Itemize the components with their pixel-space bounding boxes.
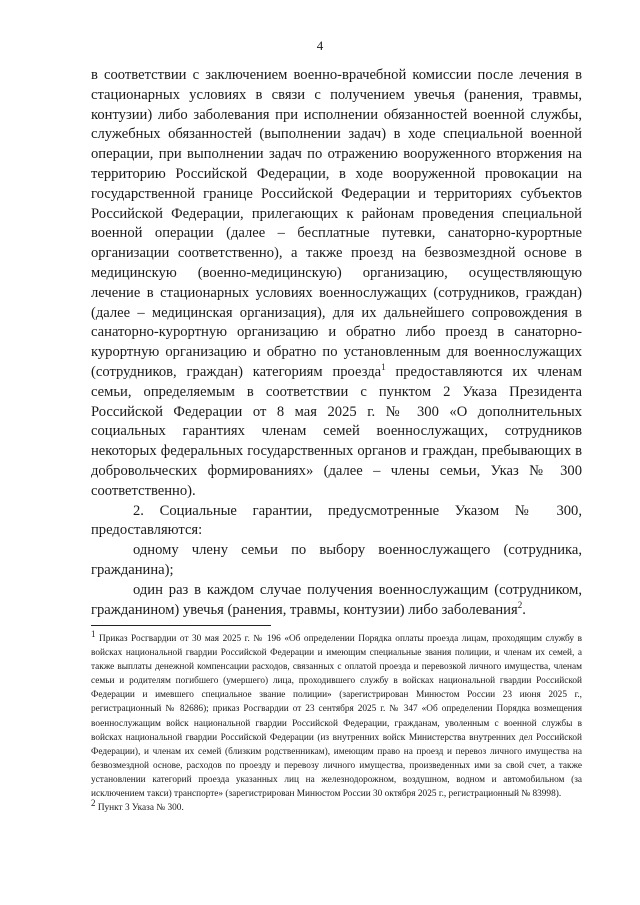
footnote-1-mark: 1 bbox=[91, 628, 96, 639]
footnote-2-text: Пункт 3 Указа № 300. bbox=[95, 803, 184, 814]
paragraph-3-text: одному члену семьи по выбору военнослужащего (сотрудника, гражданина); bbox=[91, 542, 582, 578]
footnote-ref-2[interactable]: 2 bbox=[517, 599, 523, 610]
paragraph-4-text: один раз в каждом случае получения военнослужащим (сотрудником, гражданином) увечья (ранения, травмы, контузии) либо заболевания bbox=[91, 581, 582, 618]
paragraph-4-text-end: . bbox=[522, 601, 526, 618]
page-number: 4 bbox=[316, 38, 324, 53]
footnote-separator bbox=[91, 625, 271, 626]
footnote-2-mark: 2 bbox=[91, 798, 96, 809]
body-text bbox=[91, 66, 582, 620]
paragraph-4 bbox=[91, 581, 582, 621]
footnote-2 bbox=[91, 798, 582, 815]
footnote-ref-1[interactable]: 1 bbox=[381, 362, 386, 373]
footnote-1 bbox=[91, 628, 582, 801]
paragraph-2-text: 2. Социальные гарантии, предусмотренные Указом № 300, предоставляются: bbox=[91, 502, 582, 539]
paragraph-1-text: в соответствии с заключением военно-врачебной комиссии после лечения в стационарных условиях в связи с получением увечья (ранения, травмы, контузии) либо заболевания при исполнении обязанностей военной службы, служебных обязанностей (выполнении задач) в ходе специальной военной операции, при выполнении задач по отражению вооруженного вторжения на территорию Российской Федерации, в ходе вооруженной провокации на государственной границе Российской Федерации и территориях субъектов Российской Федерации, прилегающих к районам проведения специальной военной операции (далее – бесплатные путевки, санаторно-курортные организации соответственно), а также проезд на безвозмездной основе в медицинскую (военно-медицинскую) организацию, осуществляющую лечение в стационарных условиях военнослужащих (сотрудников, граждан) (далее – медицинская организация), для их дальнейшего сопровождения в санаторно-курортную организацию и обратно либо проезд в санаторно-курортную организацию и обратно по установленным для военнослужащих (сотрудников, граждан) категориям проезда bbox=[91, 67, 582, 380]
paragraph-1 bbox=[91, 66, 582, 502]
paragraph-2 bbox=[91, 502, 582, 542]
paragraph-3 bbox=[91, 541, 582, 581]
paragraph-1-text-continued: предоставляются их членам семьи, определяемым в соответствии с пунктом 2 Указа Президента Российской Федерации от 8 мая 2025 г. № 300 «О дополнительных социальных гарантиях членам семей военнослужащих, сотрудников некоторых федеральных государственных органов и граждан, пребывающих в добровольческих формированиях» (далее – члены семьи, Указ № 300 соответственно). bbox=[91, 363, 583, 499]
footnote-1-text: Приказ Росгвардии от 30 мая 2025 г. № 196 «Об определении Порядка оплаты проезда лицам, проходящим службу в войсках национальной гвардии Российской Федерации и имеющим специальные звания полиции, и членам их семей, а также выплаты денежной компенсации расходов, связанных с оплатой проезда и перевозкой личного имущества, членам семьи и родителям погибшего (умершего) лица, проходившего службу в войсках национальной гвардии Российской Федерации и имевшего специальное звание полиции» (зарегистрирован Минюстом России 23 июня 2025 г., регистрационный № 82686); приказ Росгвардии от 23 сентября 2025 г. № 347 «Об определении Порядка возмещения военнослужащим войск национальной гвардии Российской Федерации, гражданам, уволенным с военной службы в войсках национальной гвардии Российской Федерации (из внутренних войск Министерства внутренних дел Российской Федерации), и членам их семей (близким родственникам), имеющим право на проезд и перевоз личного имущества на безвозмездной основе, расходов по проезду и перевозу личного имущества, произведенных ими за свой счет, а также установлении категорий проезда указанных лиц на железнодорожном, воздушном, водном и автомобильном (за исключением такси) транспорте» (зарегистрирован Минюстом России 30 октября 2025 г., регистрационный № 83998). bbox=[91, 634, 582, 800]
footnotes bbox=[91, 628, 582, 815]
